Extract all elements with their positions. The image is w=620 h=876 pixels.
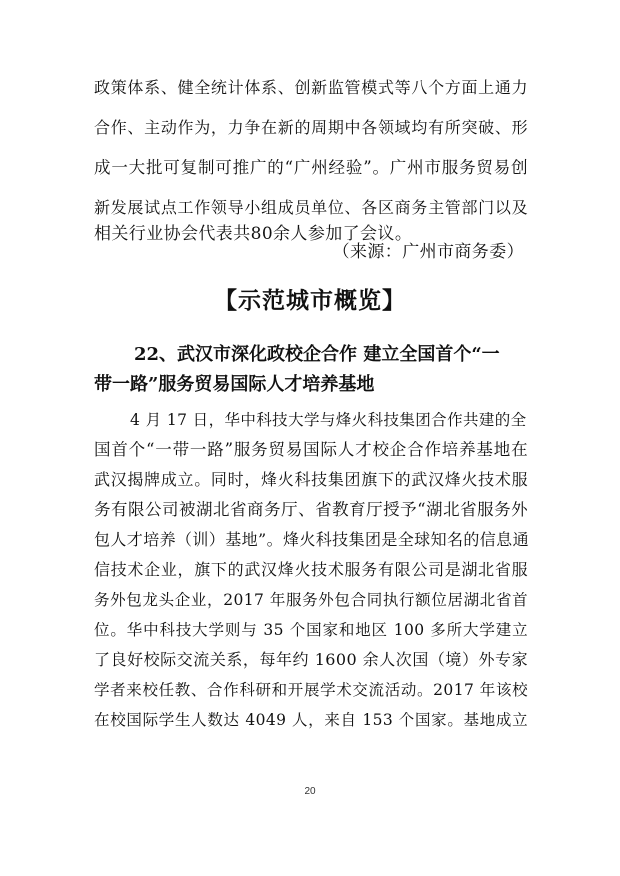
article-heading-line: 带一路”服务贸易国际人才培养基地	[94, 374, 375, 395]
body-line: 学者来校任教、合作科研和开展学术交流活动。2017 年该校	[94, 681, 528, 699]
section-title: 【示范城市概览】	[214, 287, 406, 314]
paragraph-line: 相关行业协会代表共80余人参加了会议。	[94, 224, 413, 244]
page-number: 20	[304, 786, 316, 797]
body-line: 务有限公司被湖北省商务厅、省教育厅授予“湖北省服务外	[94, 500, 528, 519]
body-line: 国首个“一带一路”服务贸易国际人才校企合作培养基地在	[94, 440, 528, 459]
paragraph-line: 合作、主动作为，力争在新的周期中各领域均有所突破、形	[94, 118, 528, 137]
article-heading-line: 22、武汉市深化政校企合作 建立全国首个“一	[134, 344, 500, 365]
body-line: 务外包龙头企业，2017 年服务外包合同执行额位居湖北省首	[94, 591, 528, 609]
body-line: 武汉揭牌成立。同时，烽火科技集团旗下的武汉烽火技术服	[94, 470, 528, 489]
paragraph-line: 成一大批可复制可推广的“广州经验”。广州市服务贸易创	[94, 158, 528, 177]
body-line: 位。华中科技大学则与 35 个国家和地区 100 多所大学建立	[94, 621, 528, 639]
source-attribution: （来源：广州市商务委）	[332, 242, 524, 262]
paragraph-line: 新发展试点工作领导小组成员单位、各区商务主管部门以及	[94, 198, 528, 217]
body-line: 包人才培养（训）基地”。烽火科技集团是全球知名的信息通	[94, 530, 529, 549]
paragraph-line: 政策体系、健全统计体系、创新监管模式等八个方面上通力	[94, 78, 528, 97]
body-line: 信技术企业，旗下的武汉烽火技术服务有限公司是湖北省服	[94, 560, 528, 579]
body-line: 4 月 17 日，华中科技大学与烽火科技集团合作共建的全	[130, 411, 527, 429]
body-line: 了良好校际交流关系，每年约 1600 余人次国（境）外专家	[94, 650, 528, 669]
body-line: 在校国际学生人数达 4049 人，来自 153 个国家。基地成立	[94, 711, 528, 729]
